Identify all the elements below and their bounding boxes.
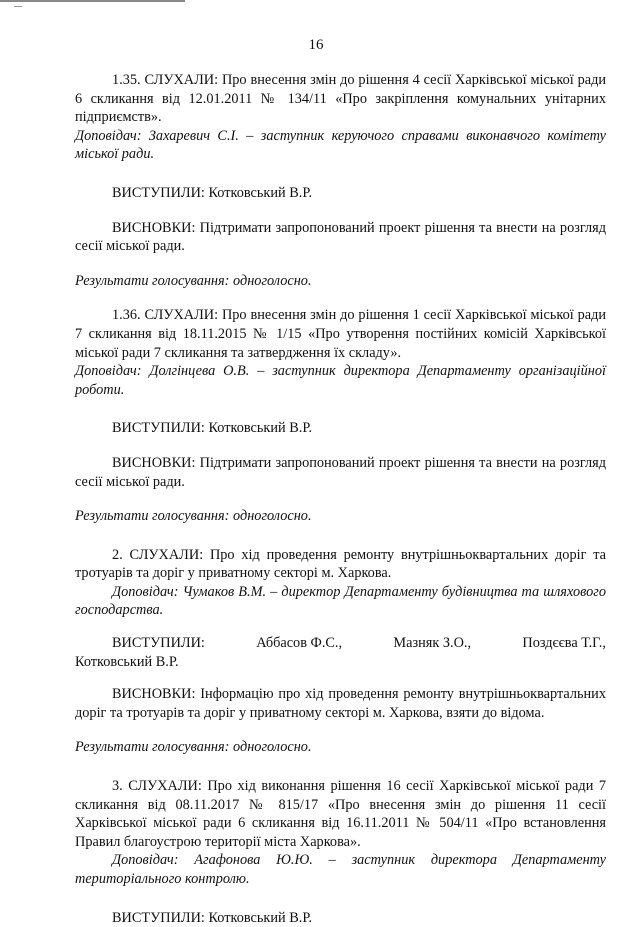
- item-vote: Результати голосування: одноголосно.: [75, 739, 312, 756]
- scan-edge-mark: [14, 6, 22, 7]
- item-spoke: ВИСТУПИЛИ: Котковський В.Р.: [112, 184, 313, 201]
- protocol-body: [75, 71, 606, 927]
- scan-edge-line: [0, 0, 185, 2]
- item-spoke-row: [75, 634, 606, 653]
- item-conclusion: ВИСНОВКИ: Підтримати запропонований проект рішення та внести на розгляд сесії міської ради.: [75, 454, 606, 490]
- item-spoke-label: ВИСТУПИЛИ:: [112, 635, 205, 652]
- item-spoke: ВИСТУПИЛИ: Котковський В.Р.: [112, 909, 313, 926]
- item-reporter: Доповідач: Захаревич С.І. – заступник керуючого справами виконавчого комітету міської ради.: [75, 127, 606, 163]
- item-reporter: Доповідач: Агафонова Ю.Ю. – заступник директора Департаменту територіального контролю.: [75, 852, 606, 887]
- item-reporter: Доповідач: Долгінцева О.В. – заступник директора Департаменту організаційної роботи.: [75, 363, 606, 398]
- page-number: 16: [308, 37, 324, 53]
- item-heard: 1.36. СЛУХАЛИ: Про внесення змін до рішення 1 сесії Харківської міської ради 7 скликання від 18.11.2015 № 1/15 «Про утворення постійних комісій Харківської міської ради 7 скликання та затвердження їх складу».: [75, 307, 606, 361]
- speaker-name: Поздєєва Т.Г.,: [522, 635, 606, 652]
- item-heard: 2. СЛУХАЛИ: Про хід проведення ремонту внутрішньоквартальних доріг та тротуарів та доріг у приватному секторі м. Харкова.: [75, 546, 606, 582]
- item-conclusion: ВИСНОВКИ: Підтримати запропонований проект рішення та внести на розгляд сесії міської ради.: [75, 219, 606, 255]
- item-heard: 3. СЛУХАЛИ: Про хід виконання рішення 16 сесії Харківської міської ради 7 скликання від 08.11.2017 № 815/17 «Про внесення змін до рішення 11 сесії Харківської міської ради 6 скликання від 16.11.2011 № 504/11 «Про встановлення Правил благоустрою території міста Харкова».: [75, 778, 606, 850]
- item-spoke: ВИСТУПИЛИ: Котковський В.Р.: [112, 420, 313, 437]
- speaker-name: Мазняк З.О.,: [393, 635, 472, 652]
- item-vote: Результати голосування: одноголосно.: [75, 508, 312, 525]
- speaker-name-last: Котковський В.Р.: [75, 653, 179, 670]
- item-vote: Результати голосування: одноголосно.: [75, 272, 312, 289]
- item-conclusion: ВИСНОВКИ: Інформацію про хід проведення ремонту внутрішньоквартальних доріг та тротуарів та доріг у приватному секторі м. Харкова, взяти до відома.: [75, 686, 606, 721]
- item-heard: 1.35. СЛУХАЛИ: Про внесення змін до рішення 4 сесії Харківської міської ради 6 скликання від 12.01.2011 № 134/11 «Про закріплення комунальних унітарних підприємств».: [75, 72, 606, 126]
- speaker-name: Аббасов Ф.С.,: [256, 635, 343, 652]
- item-reporter: Доповідач: Чумаков В.М. – директор Департаменту будівництва та шляхового господарства.: [75, 583, 606, 619]
